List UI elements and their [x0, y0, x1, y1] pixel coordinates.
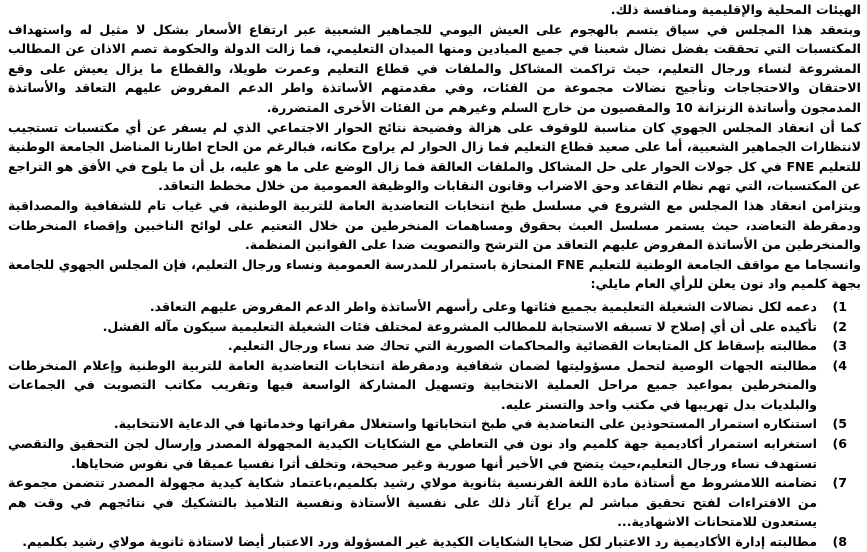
- demand-text: مطالبته الجهات الوصية لتحمل مسؤوليتها لضمان شفافية ودمقرطة انتخابات التعاضدية العامة للتربية الوطنية وإعلام المنخرطات والمنخرطين بمواعيد جميع مراحل العملية الانتخابية وتسهيل المشاركة الواسعة فيها وتقريب مكاتب التصويت في الجماعات والبلديات بدل تهريبها في مكتب واحد والتستر عليه.: [8, 357, 817, 412]
- paragraph-mutual-elections: ويتزامن انعقاد هذا المجلس مع الشروع في مسلسل طبخ انتخابات التعاضدية العامة للتربية الوطنية، في غياب تام للشفافية والمصداقية ودمقرطة التعاضد، حيث يستمر مسلسل العبث بحقوق ومساهمات المنخرطين من خلال التعتيم على لوائح الناخبين وإقصاء المنخرطات والمنخرطين من الأساتذة المفروض عليهم التعاقد من الترشح والتصويت ضدا على القوانين المنظمة.: [8, 197, 861, 253]
- demand-text: استنكاره استمرار المستحوذين على التعاضدية في طبخ انتخاباتها واستغلال مقراتها وخدماتها في الدعاية الانتخابية.: [113, 416, 817, 432]
- demand-text: تأكيده على أن أي إصلاح لا تسبقه الاستجابة للمطالب المشروعة لمختلف فئات الشغيلة التعليمية سيكون مآله الفشل.: [102, 318, 817, 334]
- demand-number: 7): [832, 475, 847, 491]
- demand-item: [8, 473, 861, 532]
- demand-text: تضامنه اللامشروط مع أستاذة مادة اللغة الفرنسية بثانوية مولاي رشيد بكلميم،باعتماد شكاية كيدية مجهولة المصدر تتضمن مجموعة من الافتراءات لفتح تحقيق مباشر لم يراع آثار ذلك على نفسية الأستاذة ونفسية التلاميذ بالتشكيك في نتائجهم في وقت هم يستعدون للامتحانات الاشهادية...: [8, 475, 817, 530]
- paragraph-context: وبتعقد هذا المجلس في سياق يتسم بالهجوم على العيش اليومي للجماهير الشعبية عبر ارتفاع الأسعار بشكل لا مثيل له واستهداف المكتسبات التي تحققت بفضل نضال شعبنا في جميع الميادين ومنها الميدان التعليمي، فما زالت الدولة والحكومة تصم الاذان عن المطالب المشروعة لنساء ورجال التعليم، حيث تراكمت المشاكل والملفات في قطاع التعليم وعمرت طويلا، والقطاع ما يزال يعيش على وقع الاحتقان والاحتجاجات وتأجيج نضالات مجموعة من الفئات، وفي مقدمتهم الأساتذة واطر الدعم المفروض عليهم التعاقد والأساتذة المدمجون وأساتذة الزنزانة 10 والمقصيون من خارج السلم وغيرهم من الفئات الأخرى المتضررة.: [8, 21, 861, 115]
- demand-item: [8, 414, 861, 434]
- demand-item: [8, 297, 861, 317]
- demand-number: 1): [832, 298, 847, 314]
- demand-number: 3): [832, 338, 847, 354]
- demand-text: مطالبته بإسقاط كل المتابعات القضائية والمحاكمات الصورية التي تحاك ضد نساء ورجال التعليم.: [227, 338, 817, 354]
- demand-item: [8, 356, 861, 415]
- demand-number: 4): [832, 357, 847, 373]
- demands-list: [8, 297, 861, 552]
- demand-item: [8, 317, 861, 337]
- demand-item: [8, 336, 861, 356]
- demand-item: [8, 532, 861, 552]
- paragraph-social-dialogue: كما أن انعقاد المجلس الجهوي كان مناسبة للوقوف على هزالة وفضيحة نتائج الحوار الاجتماعي الذي لم يسفر عن أي مكتسبات تستجيب لانتظارات الجماهير الشعبية، أما على صعيد قطاع التعليم فما زال الحوار لم يراوح مكانه، فبالرغم من الحاح اطارنا المناضل الجامعة الوطنية للتعليم FNE في كل جولات الحوار على حل المشاكل والملفات العالقة فما زال الوضع على ما هو عليه، بل أن ما يلوح في الأفق هو التراجع عن المكتسبات، التي تهم نظام التقاعد وحق الاضراب وقانون النقابات والوظيفة العمومية من خلال مخطط التعاقد.: [8, 119, 861, 194]
- demand-text: استغرابه استمرار أكاديمية جهة كلميم واد نون في التعاطي مع الشكايات الكيدية المجهولة المصدر وإرسال لجن التحقيق والتقصي تستهدف نساء ورجال التعليم،حيث يتضح في الأخير أنها صورية وغير صحيحة، وتخلف أثرا نفسيا عميقا في نفوس ضحاياها.: [8, 436, 817, 471]
- demand-number: 6): [832, 436, 847, 452]
- demand-text: مطالبته إدارة الأكاديمية رد الاعتبار لكل ضحايا الشكايات الكيدية غير المسؤولة ورد الاعتبار أيضا لاستاذة ثانوية مولاي رشيد بكلميم.: [22, 534, 817, 550]
- demand-number: 8): [832, 534, 847, 550]
- demand-item: [8, 434, 861, 473]
- paragraph-announcement: وانسجاما مع مواقف الجامعة الوطنية للتعليم FNE المنحازة باستمرار للمدرسة العمومية ونساء ورجال التعليم، فإن المجلس الجهوي للجامعة بجهة كلميم واد نون يعلن للرأي العام مايلي:: [8, 256, 862, 292]
- demand-text: دعمه لكل نضالات الشغيلة التعليمية بجميع فئاتها وعلى رأسهم الأساتذة واطر الدعم المفروض عليهم التعاقد.: [149, 298, 817, 314]
- demand-number: 2): [832, 318, 847, 334]
- demand-number: 5): [832, 416, 847, 432]
- paragraph-intro-fragment: الهيئات المحلية والإقليمية ومنافسة ذلك.: [610, 2, 861, 17]
